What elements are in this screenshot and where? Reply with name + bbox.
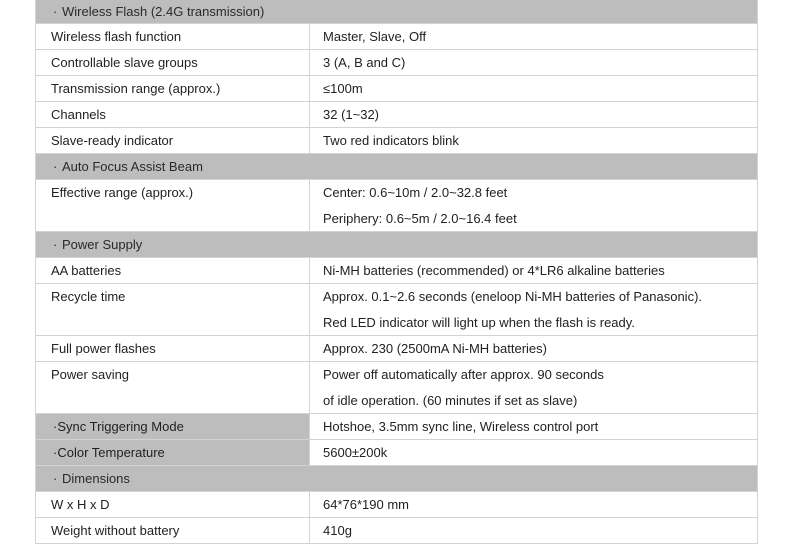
table-row	[36, 49, 757, 75]
table-row	[36, 23, 757, 49]
section-title-text: Wireless Flash (2.4G transmission)	[62, 4, 265, 19]
row-label: AA batteries	[36, 258, 310, 283]
section-title-text: Sync Triggering Mode	[57, 419, 184, 434]
row-value: 5600±200k	[323, 445, 388, 460]
row-value: Hotshoe, 3.5mm sync line, Wireless control port	[323, 419, 599, 434]
row-value: 3 (A, B and C)	[323, 55, 406, 70]
row-value	[310, 284, 757, 335]
row-value: 32 (1~32)	[323, 107, 380, 122]
row-label: Controllable slave groups	[36, 50, 310, 75]
section-title-text: Power Supply	[62, 237, 143, 252]
row-value: 410g	[323, 523, 352, 538]
value-line: Periphery: 0.6~5m / 2.0~16.4 feet	[323, 211, 517, 226]
row-value: ≤100m	[323, 81, 363, 96]
table-row	[36, 517, 757, 543]
table-row	[36, 75, 757, 101]
table-row	[36, 491, 757, 517]
value-line: Center: 0.6~10m / 2.0~32.8 feet	[323, 185, 508, 200]
section-row-sync-triggering-mode	[36, 413, 757, 439]
row-value: Ni-MH batteries (recommended) or 4*LR6 alkaline batteries	[323, 263, 665, 278]
section-row-color-temperature	[36, 439, 757, 465]
row-value	[310, 180, 757, 231]
row-value	[310, 362, 757, 413]
section-title	[36, 4, 264, 19]
row-label: Wireless flash function	[36, 24, 310, 49]
bullet-icon: ·	[53, 159, 58, 174]
section-title	[36, 440, 310, 465]
row-value: Approx. 230 (2500mA Ni-MH batteries)	[323, 341, 547, 356]
section-header-dimensions	[36, 465, 757, 491]
value-line: Approx. 0.1~2.6 seconds (eneloop Ni-MH batteries of Panasonic).	[323, 289, 703, 304]
table-row	[36, 283, 757, 335]
table-row	[36, 179, 757, 231]
section-title-text: Dimensions	[62, 471, 130, 486]
section-title	[36, 414, 310, 439]
table-row	[36, 335, 757, 361]
row-label: Slave-ready indicator	[36, 128, 310, 153]
value-line: Red LED indicator will light up when the flash is ready.	[323, 315, 635, 330]
bullet-icon: ·	[53, 445, 58, 460]
row-value: Two red indicators blink	[323, 133, 459, 148]
bullet-icon: ·	[53, 471, 58, 486]
section-title	[36, 471, 130, 486]
row-label: Full power flashes	[36, 336, 310, 361]
value-line: Power off automatically after approx. 90 seconds	[323, 367, 604, 382]
bullet-icon: ·	[53, 4, 58, 19]
row-label: Transmission range (approx.)	[36, 76, 310, 101]
row-value: Master, Slave, Off	[323, 29, 427, 44]
table-row	[36, 257, 757, 283]
row-label: Recycle time	[36, 284, 310, 335]
row-label: Channels	[36, 102, 310, 127]
section-title	[36, 159, 203, 174]
row-label: W x H x D	[36, 492, 310, 517]
section-header-power-supply	[36, 231, 757, 257]
table-row	[36, 101, 757, 127]
row-label: Weight without battery	[36, 518, 310, 543]
row-label: Effective range (approx.)	[36, 180, 310, 231]
table-row	[36, 127, 757, 153]
spec-table	[35, 0, 758, 544]
section-header-wireless-flash	[36, 0, 757, 23]
section-title-text: Color Temperature	[57, 445, 165, 460]
row-value: 64*76*190 mm	[323, 497, 409, 512]
row-label: Power saving	[36, 362, 310, 413]
section-title	[36, 237, 142, 252]
section-title-text: Auto Focus Assist Beam	[62, 159, 203, 174]
table-row	[36, 361, 757, 413]
section-header-af-assist-beam	[36, 153, 757, 179]
value-line: of idle operation. (60 minutes if set as slave)	[323, 393, 578, 408]
bullet-icon: ·	[53, 419, 58, 434]
bullet-icon: ·	[53, 237, 58, 252]
